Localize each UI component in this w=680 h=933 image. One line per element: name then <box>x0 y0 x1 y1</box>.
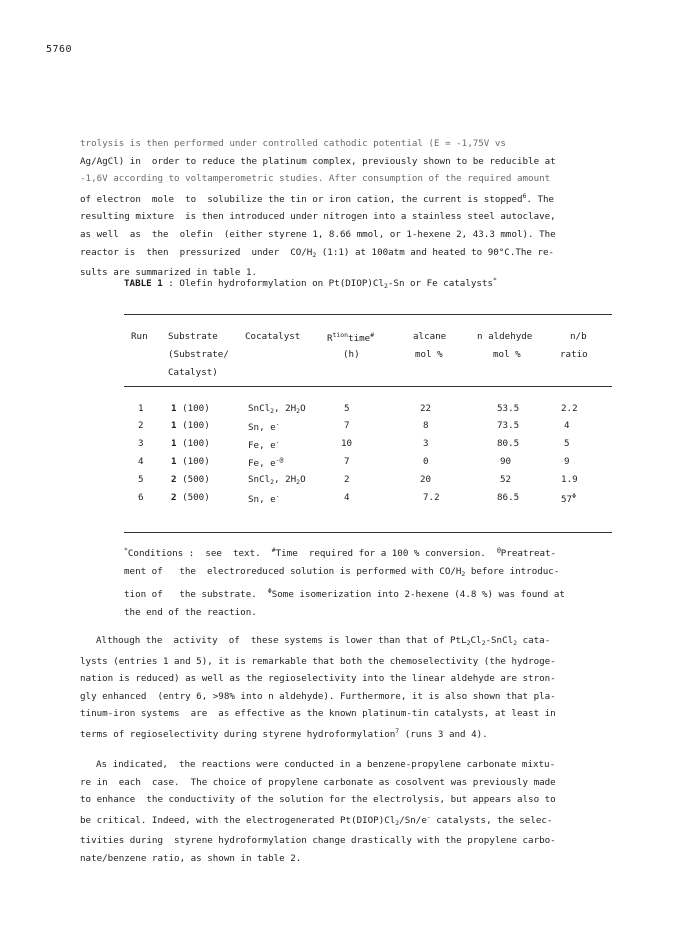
cell-alcane: 22 <box>420 403 432 414</box>
table-top-rule <box>124 314 612 315</box>
cell-substrate: 1 (100) <box>171 403 210 414</box>
cell-nb: $57^\Phi$ <box>561 492 576 505</box>
page-number: 5760 <box>46 44 73 55</box>
footnote-line-1: *Conditions : see text. #Time required for a 100 % conversion. @Preatreat- <box>124 546 557 559</box>
intro-line-3: -1,6V according to voltamperometric studies. After consumption of the required amount <box>80 173 551 185</box>
intro-line-7: reactor is then pressurized under $CO/H_2$ (1:1) at 100atm and heated to 90°C.The re- <box>80 246 555 259</box>
cell-alcane: 3 <box>423 438 429 449</box>
cell-substrate: 1 (100) <box>171 438 210 449</box>
intro-line-6: as well as the olefin (either styrene 1, 8.66 mmol, or 1-hexene 2, 43.3 mmol). The <box>80 228 556 240</box>
cell-substrate: 2 (500) <box>171 474 210 485</box>
cell-nb: 5 <box>564 438 570 449</box>
intro-line-8: sults are summarized in table 1. <box>80 267 258 279</box>
cell-alcane: 20 <box>420 474 432 485</box>
cell-nb: 4 <box>564 420 570 431</box>
para3-line-2: re in each case. The choice of propylene carbonate as cosolvent was previously made <box>80 776 556 788</box>
para3-line-6: nate/benzene ratio, as shown in table 2. <box>80 852 302 864</box>
table-footnotes <box>124 542 614 621</box>
cell-time: 4 <box>344 492 350 503</box>
header-cocatalyst: Cocatalyst <box>245 331 301 342</box>
cell-aldehyde: 73.5 <box>497 420 520 431</box>
cell-cocatalyst: Fe, e- <box>248 438 280 451</box>
cell-run: 1 <box>138 403 144 414</box>
header-reaction-time-unit: (h) <box>343 349 360 360</box>
cell-alcane: 7.2 <box>423 492 440 503</box>
header-n-aldehyde: n aldehyde <box>477 331 533 342</box>
footnote-line-4: the end of the reaction. <box>124 606 257 618</box>
cell-substrate: 1 (100) <box>171 456 210 467</box>
cell-time: 5 <box>344 403 350 414</box>
para2-line-1: Although the activity of these systems is lower than that of $PtL_2Cl_2-SnCl_2$ cata- <box>96 635 551 647</box>
body-paragraph-3 <box>80 756 620 868</box>
cell-run: 6 <box>138 492 144 503</box>
cell-substrate: 1 (100) <box>171 420 210 431</box>
cell-run: 2 <box>138 420 144 431</box>
table-caption: TABLE 1 : Olefin hydroformylation on $Pt(DIOP)Cl_2-Sn$ or Fe catalysts* <box>124 276 497 290</box>
header-substrate-ratio: (Substrate/ <box>168 349 229 360</box>
intro-line-2: Ag/AgCl) in order to reduce the platinum complex, previously shown to be reducible at <box>80 155 556 167</box>
header-alcane: alcane <box>413 331 447 342</box>
para2-line-4: gly enhanced (entry 6, >98% into n aldehyde). Furthermore, it is also shown that pla- <box>80 690 556 702</box>
para3-line-5: tivities during styrene hydroformylation change drastically with the propylene carbo- <box>80 835 556 847</box>
para3-line-4: be critical. Indeed, with the electrogenerated $Pt(DIOP)Cl_2/Sn/e^-$ catalysts, the selec- <box>80 812 553 827</box>
cell-alcane: 8 <box>423 420 429 431</box>
para2-line-6: terms of regioselectivity during styrene hydroformylation$^7$ (runs 3 and 4). <box>80 726 488 740</box>
cell-run: 3 <box>138 438 144 449</box>
cell-nb: 1.9 <box>561 474 578 485</box>
footnote-line-2: ment of the electroreduced solution is performed with $CO/H_2$ before introduc- <box>124 565 560 578</box>
cell-time: 2 <box>344 474 350 485</box>
footnote-line-3: tion of the substrate. $^\Phi$Some isomerization into 2-hexene (4.8 %) was found at <box>124 587 565 601</box>
cell-nb: 9 <box>564 456 570 467</box>
para3-line-3: to enhance the conductivity of the solution for the electrolysis, but appears also to <box>80 794 556 806</box>
cell-cocatalyst: Sn, e- <box>248 420 280 433</box>
header-alcane-unit: mol % <box>415 349 443 360</box>
header-reaction-time: $R^{tion}time^{\#}$ <box>327 331 375 344</box>
cell-aldehyde: 90 <box>500 456 512 467</box>
para2-line-3: nation is reduced) as well as the regioselectivity into the linear aldehyde are stron- <box>80 673 556 685</box>
body-paragraph-2 <box>80 632 620 744</box>
cell-cocatalyst: Fe, e-@ <box>248 456 284 469</box>
intro-line-1: trolysis is then performed under controlled cathodic potential (E = -1,75V vs <box>80 138 506 149</box>
cell-nb: 2.2 <box>561 403 578 414</box>
table-bottom-rule <box>124 532 612 533</box>
cell-cocatalyst: SnCl$_2$, $2H_2O$ <box>248 403 306 415</box>
header-n-aldehyde-unit: mol % <box>493 349 521 360</box>
cell-substrate: 2 (500) <box>171 492 210 503</box>
header-substrate-catalyst: Catalyst) <box>168 367 218 378</box>
cell-aldehyde: 80.5 <box>497 438 520 449</box>
cell-cocatalyst: Sn, e- <box>248 492 280 505</box>
intro-paragraph <box>80 135 620 282</box>
header-nb: n/b <box>570 331 587 342</box>
para2-line-2: lysts (entries 1 and 5), it is remarkable that both the chemoselectivity (the hydroge- <box>80 655 556 667</box>
cell-time: 10 <box>341 438 353 449</box>
para3-line-1: As indicated, the reactions were conducted in a benzene-propylene carbonate mixtu- <box>96 759 556 770</box>
cell-alcane: 0 <box>423 456 429 467</box>
cell-aldehyde: 52 <box>500 474 512 485</box>
cell-cocatalyst: SnCl$_2$, $2H_2O$ <box>248 474 306 486</box>
intro-line-5: resulting mixture is then introduced under nitrogen into a stainless steel autoclave, <box>80 211 556 223</box>
cell-aldehyde: 86.5 <box>497 492 520 503</box>
table-label: TABLE 1 <box>124 278 163 289</box>
cell-aldehyde: 53.5 <box>497 403 520 414</box>
cell-run: 5 <box>138 474 144 485</box>
para2-line-5: tinum-iron systems are as effective as the known platinum-tin catalysts, at least in <box>80 708 556 720</box>
header-nb-ratio: ratio <box>560 349 588 360</box>
table-header-rule <box>124 386 612 387</box>
header-substrate: Substrate <box>168 331 218 342</box>
header-run: Run <box>131 331 148 342</box>
intro-line-4: of electron mole to solubilize the tin or iron cation, the current is stopped$^6$. The <box>80 191 555 205</box>
cell-run: 4 <box>138 456 144 467</box>
cell-time: 7 <box>344 420 350 431</box>
cell-time: 7 <box>344 456 350 467</box>
